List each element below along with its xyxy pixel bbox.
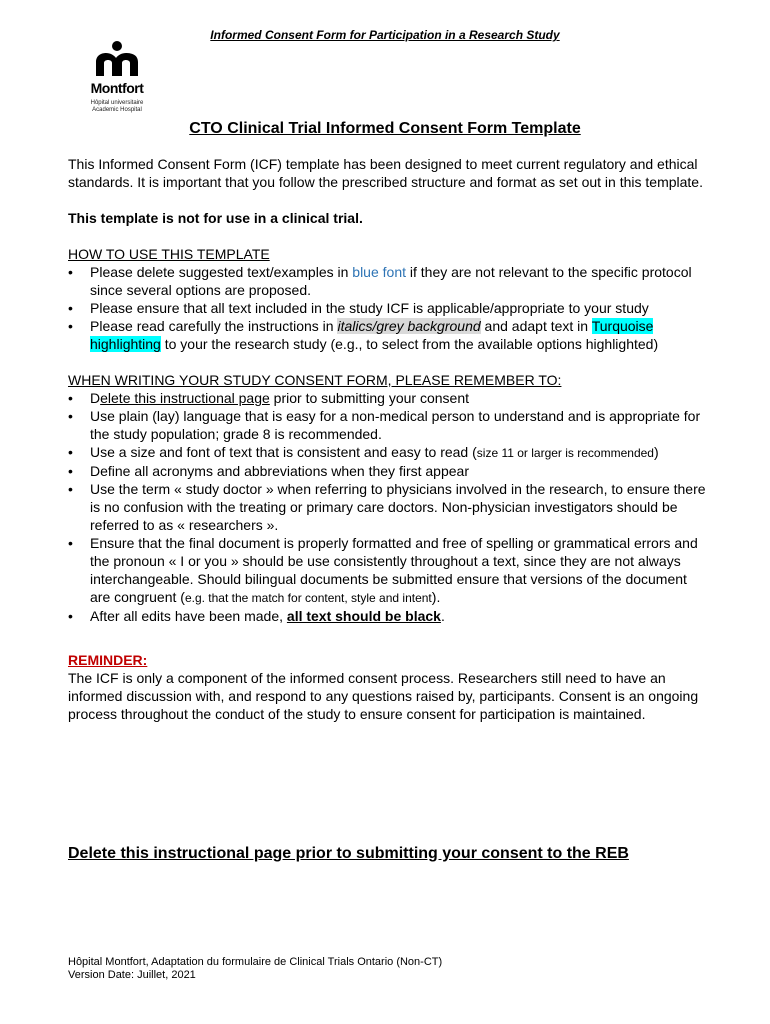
header-title: Informed Consent Form for Participation in a Research Study bbox=[210, 28, 560, 42]
remember-list bbox=[68, 389, 708, 625]
list-item: • Ensure that the final document is properly formatted and free of spelling or grammatical errors and the pronoun « I or you » should be use consistently throughout a text, since they are not always interchangeable. Should bilingual documents be submitted ensure that versions of the document are congruent (e.g. that the match for content, style and intent). bbox=[68, 534, 708, 607]
list-item: • Please ensure that all text included in the study ICF is applicable/appropriate to your study bbox=[68, 299, 708, 317]
grey-background-example: italics/grey background bbox=[337, 318, 481, 334]
turquoise-highlight-example: Turquoise highlighting bbox=[90, 318, 654, 352]
page-footer bbox=[68, 956, 442, 982]
montfort-logo-icon bbox=[94, 40, 140, 78]
logo-subtitle-en: Academic Hospital bbox=[92, 107, 142, 113]
footer-version-date: Version Date: Juillet, 2021 bbox=[68, 969, 196, 981]
how-to-list bbox=[68, 263, 708, 353]
logo-subtitle-fr: Hôpital universitaire bbox=[90, 100, 144, 106]
reminder-text: The ICF is only a component of the informed consent process. Researchers still need to have an informed discussion with, and respond to any questions raised by, participants. Consent is an ongoing process throughout the conduct of the study to ensure consent for participation is maintained. bbox=[68, 670, 699, 722]
all-text-black-emphasis: all text should be black bbox=[286, 608, 441, 624]
logo-name: Montfort bbox=[90, 80, 144, 96]
document-body bbox=[68, 155, 708, 723]
list-item: • Delete this instructional page prior to submitting your consent bbox=[68, 389, 708, 407]
remember-heading: WHEN WRITING YOUR STUDY CONSENT FORM, PLEASE REMEMBER TO: bbox=[68, 372, 562, 388]
document-title: CTO Clinical Trial Informed Consent Form Template bbox=[189, 120, 581, 137]
reminder-heading: REMINDER: bbox=[68, 652, 148, 668]
footer-adaptation-line: Hôpital Montfort, Adaptation du formulaire de Clinical Trials Ontario (Non-CT) bbox=[68, 956, 443, 968]
intro-paragraph: This Informed Consent Form (ICF) template has been designed to meet current regulatory and ethical standards. It is important that you follow the prescribed structure and format as set out in this template. bbox=[68, 156, 703, 190]
list-item: • Please read carefully the instructions in italics/grey background and adapt text in Turquoise highlighting to your the research study (e.g., to select from the available options highlighted) bbox=[68, 317, 708, 353]
list-item: • Use a size and font of text that is consistent and easy to read (size 11 or larger is recommended) bbox=[68, 443, 708, 462]
blue-font-example: blue font bbox=[352, 264, 406, 280]
delete-page-notice: Delete this instructional page prior to submitting your consent to the REB bbox=[68, 845, 629, 862]
how-to-heading: HOW TO USE THIS TEMPLATE bbox=[68, 246, 270, 262]
not-for-use-notice: This template is not for use in a clinical trial. bbox=[68, 210, 363, 226]
list-item: • After all edits have been made, all text should be black. bbox=[68, 607, 708, 625]
montfort-logo bbox=[82, 40, 152, 120]
list-item: • Please delete suggested text/examples in blue font if they are not relevant to the specific protocol since several options are proposed. bbox=[68, 263, 708, 299]
list-item: • Define all acronyms and abbreviations when they first appear bbox=[68, 462, 708, 480]
list-item: • Use the term « study doctor » when referring to physicians involved in the research, to ensure there is no confusion with the treating or primary care doctors. Non-physician investigators should be referred to as « researchers ». bbox=[68, 480, 708, 534]
list-item: • Use plain (lay) language that is easy for a non-medical person to understand and is appropriate for the study population; grade 8 is recommended. bbox=[68, 407, 708, 443]
